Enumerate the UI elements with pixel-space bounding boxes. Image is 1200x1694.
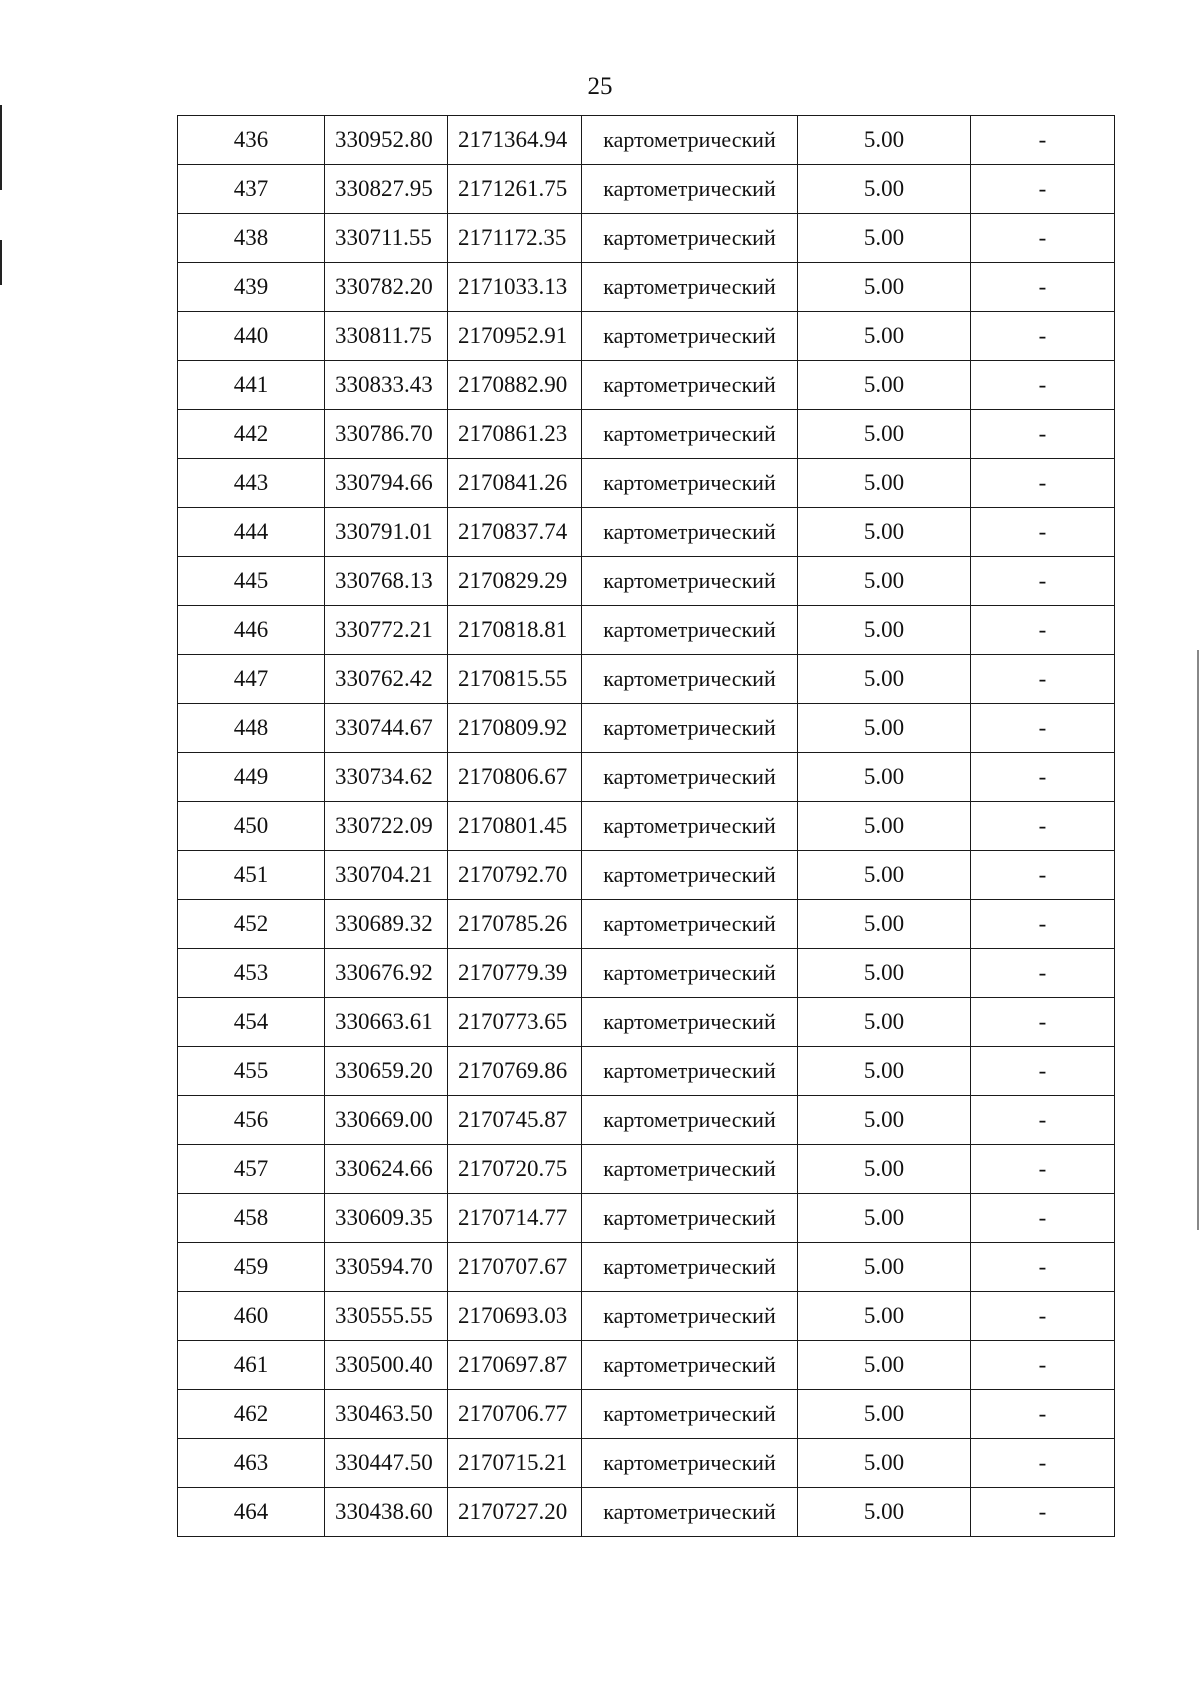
method-cell: картометрический <box>582 459 798 508</box>
accuracy-cell: 5.00 <box>798 508 971 557</box>
method-cell: картометрический <box>582 214 798 263</box>
note-cell: - <box>971 508 1115 557</box>
table-row <box>178 1096 1115 1145</box>
table-row <box>178 410 1115 459</box>
x-coordinate-cell: 330659.20 <box>325 1047 448 1096</box>
table-row <box>178 508 1115 557</box>
method-cell: картометрический <box>582 312 798 361</box>
point-number-cell: 441 <box>178 361 325 410</box>
point-number-cell: 449 <box>178 753 325 802</box>
table-row <box>178 361 1115 410</box>
method-cell: картометрический <box>582 753 798 802</box>
accuracy-cell: 5.00 <box>798 1243 971 1292</box>
x-coordinate-cell: 330463.50 <box>325 1390 448 1439</box>
method-cell: картометрический <box>582 1194 798 1243</box>
point-number-cell: 444 <box>178 508 325 557</box>
point-number-cell: 458 <box>178 1194 325 1243</box>
x-coordinate-cell: 330669.00 <box>325 1096 448 1145</box>
method-cell: картометрический <box>582 557 798 606</box>
table-row <box>178 1047 1115 1096</box>
note-cell: - <box>971 1341 1115 1390</box>
note-cell: - <box>971 802 1115 851</box>
x-coordinate-cell: 330833.43 <box>325 361 448 410</box>
table-row <box>178 165 1115 214</box>
accuracy-cell: 5.00 <box>798 900 971 949</box>
note-cell: - <box>971 949 1115 998</box>
note-cell: - <box>971 1488 1115 1537</box>
note-cell: - <box>971 1047 1115 1096</box>
note-cell: - <box>971 165 1115 214</box>
x-coordinate-cell: 330794.66 <box>325 459 448 508</box>
point-number-cell: 437 <box>178 165 325 214</box>
accuracy-cell: 5.00 <box>798 606 971 655</box>
y-coordinate-cell: 2170773.65 <box>448 998 582 1047</box>
method-cell: картометрический <box>582 165 798 214</box>
method-cell: картометрический <box>582 949 798 998</box>
table-row <box>178 900 1115 949</box>
point-number-cell: 438 <box>178 214 325 263</box>
x-coordinate-cell: 330704.21 <box>325 851 448 900</box>
table-row <box>178 998 1115 1047</box>
x-coordinate-cell: 330689.32 <box>325 900 448 949</box>
point-number-cell: 445 <box>178 557 325 606</box>
table-row <box>178 1390 1115 1439</box>
y-coordinate-cell: 2170745.87 <box>448 1096 582 1145</box>
method-cell: картометрический <box>582 900 798 949</box>
note-cell: - <box>971 361 1115 410</box>
y-coordinate-cell: 2170785.26 <box>448 900 582 949</box>
note-cell: - <box>971 1145 1115 1194</box>
accuracy-cell: 5.00 <box>798 802 971 851</box>
note-cell: - <box>971 410 1115 459</box>
table-row <box>178 1145 1115 1194</box>
x-coordinate-cell: 330786.70 <box>325 410 448 459</box>
method-cell: картометрический <box>582 410 798 459</box>
x-coordinate-cell: 330734.62 <box>325 753 448 802</box>
table-row <box>178 459 1115 508</box>
accuracy-cell: 5.00 <box>798 459 971 508</box>
note-cell: - <box>971 704 1115 753</box>
x-coordinate-cell: 330624.66 <box>325 1145 448 1194</box>
accuracy-cell: 5.00 <box>798 1096 971 1145</box>
x-coordinate-cell: 330827.95 <box>325 165 448 214</box>
note-cell: - <box>971 998 1115 1047</box>
table-row <box>178 1292 1115 1341</box>
note-cell: - <box>971 116 1115 165</box>
y-coordinate-cell: 2170861.23 <box>448 410 582 459</box>
y-coordinate-cell: 2170707.67 <box>448 1243 582 1292</box>
x-coordinate-cell: 330744.67 <box>325 704 448 753</box>
point-number-cell: 461 <box>178 1341 325 1390</box>
point-number-cell: 454 <box>178 998 325 1047</box>
scan-edge-mark-left-mid <box>0 240 2 285</box>
accuracy-cell: 5.00 <box>798 557 971 606</box>
method-cell: картометрический <box>582 1047 798 1096</box>
y-coordinate-cell: 2170882.90 <box>448 361 582 410</box>
x-coordinate-cell: 330768.13 <box>325 557 448 606</box>
table-row <box>178 1439 1115 1488</box>
note-cell: - <box>971 655 1115 704</box>
point-number-cell: 448 <box>178 704 325 753</box>
method-cell: картометрический <box>582 1488 798 1537</box>
method-cell: картометрический <box>582 802 798 851</box>
table-row <box>178 116 1115 165</box>
table-row <box>178 606 1115 655</box>
accuracy-cell: 5.00 <box>798 1439 971 1488</box>
point-number-cell: 463 <box>178 1439 325 1488</box>
x-coordinate-cell: 330500.40 <box>325 1341 448 1390</box>
y-coordinate-cell: 2170809.92 <box>448 704 582 753</box>
note-cell: - <box>971 214 1115 263</box>
point-number-cell: 439 <box>178 263 325 312</box>
y-coordinate-cell: 2170837.74 <box>448 508 582 557</box>
method-cell: картометрический <box>582 1439 798 1488</box>
point-number-cell: 459 <box>178 1243 325 1292</box>
method-cell: картометрический <box>582 263 798 312</box>
accuracy-cell: 5.00 <box>798 949 971 998</box>
note-cell: - <box>971 263 1115 312</box>
accuracy-cell: 5.00 <box>798 410 971 459</box>
table-row <box>178 557 1115 606</box>
table-row <box>178 312 1115 361</box>
x-coordinate-cell: 330676.92 <box>325 949 448 998</box>
method-cell: картометрический <box>582 1145 798 1194</box>
x-coordinate-cell: 330555.55 <box>325 1292 448 1341</box>
method-cell: картометрический <box>582 655 798 704</box>
x-coordinate-cell: 330711.55 <box>325 214 448 263</box>
method-cell: картометрический <box>582 704 798 753</box>
note-cell: - <box>971 606 1115 655</box>
accuracy-cell: 5.00 <box>798 214 971 263</box>
note-cell: - <box>971 459 1115 508</box>
y-coordinate-cell: 2170779.39 <box>448 949 582 998</box>
point-number-cell: 446 <box>178 606 325 655</box>
point-number-cell: 455 <box>178 1047 325 1096</box>
accuracy-cell: 5.00 <box>798 1390 971 1439</box>
accuracy-cell: 5.00 <box>798 1047 971 1096</box>
method-cell: картометрический <box>582 508 798 557</box>
y-coordinate-cell: 2170829.29 <box>448 557 582 606</box>
point-number-cell: 453 <box>178 949 325 998</box>
accuracy-cell: 5.00 <box>798 263 971 312</box>
accuracy-cell: 5.00 <box>798 165 971 214</box>
y-coordinate-cell: 2170818.81 <box>448 606 582 655</box>
method-cell: картометрический <box>582 606 798 655</box>
x-coordinate-cell: 330447.50 <box>325 1439 448 1488</box>
x-coordinate-cell: 330782.20 <box>325 263 448 312</box>
point-number-cell: 460 <box>178 1292 325 1341</box>
point-number-cell: 440 <box>178 312 325 361</box>
y-coordinate-cell: 2170706.77 <box>448 1390 582 1439</box>
table-body <box>178 116 1115 1537</box>
point-number-cell: 464 <box>178 1488 325 1537</box>
note-cell: - <box>971 1096 1115 1145</box>
y-coordinate-cell: 2170806.67 <box>448 753 582 802</box>
y-coordinate-cell: 2170952.91 <box>448 312 582 361</box>
method-cell: картометрический <box>582 1243 798 1292</box>
accuracy-cell: 5.00 <box>798 1194 971 1243</box>
y-coordinate-cell: 2171033.13 <box>448 263 582 312</box>
table-row <box>178 949 1115 998</box>
scan-edge-mark-right <box>1197 650 1199 1230</box>
x-coordinate-cell: 330663.61 <box>325 998 448 1047</box>
note-cell: - <box>971 1292 1115 1341</box>
table-row <box>178 214 1115 263</box>
note-cell: - <box>971 1390 1115 1439</box>
method-cell: картометрический <box>582 1096 798 1145</box>
accuracy-cell: 5.00 <box>798 753 971 802</box>
accuracy-cell: 5.00 <box>798 851 971 900</box>
accuracy-cell: 5.00 <box>798 1145 971 1194</box>
note-cell: - <box>971 1439 1115 1488</box>
y-coordinate-cell: 2170697.87 <box>448 1341 582 1390</box>
point-number-cell: 457 <box>178 1145 325 1194</box>
point-number-cell: 462 <box>178 1390 325 1439</box>
note-cell: - <box>971 1243 1115 1292</box>
y-coordinate-cell: 2170841.26 <box>448 459 582 508</box>
table-row <box>178 655 1115 704</box>
method-cell: картометрический <box>582 116 798 165</box>
x-coordinate-cell: 330722.09 <box>325 802 448 851</box>
x-coordinate-cell: 330791.01 <box>325 508 448 557</box>
scan-edge-mark-left-top <box>0 105 2 190</box>
coordinates-table <box>177 115 1115 1537</box>
x-coordinate-cell: 330952.80 <box>325 116 448 165</box>
method-cell: картометрический <box>582 851 798 900</box>
y-coordinate-cell: 2170720.75 <box>448 1145 582 1194</box>
accuracy-cell: 5.00 <box>798 1292 971 1341</box>
point-number-cell: 456 <box>178 1096 325 1145</box>
table-row <box>178 851 1115 900</box>
accuracy-cell: 5.00 <box>798 361 971 410</box>
accuracy-cell: 5.00 <box>798 116 971 165</box>
note-cell: - <box>971 900 1115 949</box>
point-number-cell: 436 <box>178 116 325 165</box>
y-coordinate-cell: 2170714.77 <box>448 1194 582 1243</box>
y-coordinate-cell: 2170792.70 <box>448 851 582 900</box>
point-number-cell: 443 <box>178 459 325 508</box>
y-coordinate-cell: 2170715.21 <box>448 1439 582 1488</box>
y-coordinate-cell: 2170801.45 <box>448 802 582 851</box>
table-row <box>178 263 1115 312</box>
table-row <box>178 1243 1115 1292</box>
table-row <box>178 753 1115 802</box>
x-coordinate-cell: 330438.60 <box>325 1488 448 1537</box>
method-cell: картометрический <box>582 1341 798 1390</box>
y-coordinate-cell: 2170693.03 <box>448 1292 582 1341</box>
accuracy-cell: 5.00 <box>798 655 971 704</box>
y-coordinate-cell: 2171172.35 <box>448 214 582 263</box>
table-row <box>178 704 1115 753</box>
method-cell: картометрический <box>582 1390 798 1439</box>
y-coordinate-cell: 2170815.55 <box>448 655 582 704</box>
note-cell: - <box>971 851 1115 900</box>
point-number-cell: 447 <box>178 655 325 704</box>
point-number-cell: 451 <box>178 851 325 900</box>
note-cell: - <box>971 557 1115 606</box>
x-coordinate-cell: 330762.42 <box>325 655 448 704</box>
x-coordinate-cell: 330594.70 <box>325 1243 448 1292</box>
table-row <box>178 802 1115 851</box>
point-number-cell: 452 <box>178 900 325 949</box>
accuracy-cell: 5.00 <box>798 312 971 361</box>
x-coordinate-cell: 330811.75 <box>325 312 448 361</box>
table-row <box>178 1341 1115 1390</box>
page-number: 25 <box>587 73 613 100</box>
accuracy-cell: 5.00 <box>798 1488 971 1537</box>
method-cell: картометрический <box>582 998 798 1047</box>
point-number-cell: 442 <box>178 410 325 459</box>
x-coordinate-cell: 330609.35 <box>325 1194 448 1243</box>
note-cell: - <box>971 1194 1115 1243</box>
y-coordinate-cell: 2171261.75 <box>448 165 582 214</box>
accuracy-cell: 5.00 <box>798 704 971 753</box>
method-cell: картометрический <box>582 1292 798 1341</box>
x-coordinate-cell: 330772.21 <box>325 606 448 655</box>
note-cell: - <box>971 312 1115 361</box>
point-number-cell: 450 <box>178 802 325 851</box>
note-cell: - <box>971 753 1115 802</box>
method-cell: картометрический <box>582 361 798 410</box>
y-coordinate-cell: 2170769.86 <box>448 1047 582 1096</box>
accuracy-cell: 5.00 <box>798 998 971 1047</box>
y-coordinate-cell: 2170727.20 <box>448 1488 582 1537</box>
table-row <box>178 1194 1115 1243</box>
table-row <box>178 1488 1115 1537</box>
accuracy-cell: 5.00 <box>798 1341 971 1390</box>
y-coordinate-cell: 2171364.94 <box>448 116 582 165</box>
